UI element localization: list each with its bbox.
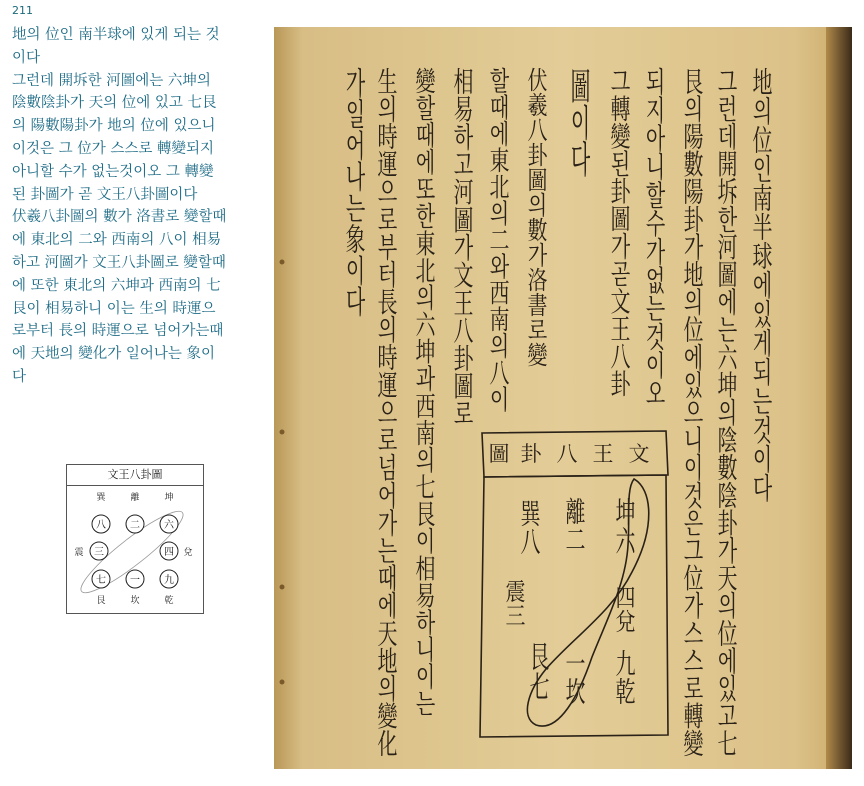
circle-eight-label: 八 (96, 520, 106, 531)
transcript-line: 로부터 長의 時運으로 넘어가는때 (12, 323, 224, 340)
label-xun: 巽 (96, 493, 106, 503)
transcript-line: 하고 河圖가 文王八卦圖로 變할때 (12, 254, 226, 271)
label-qian: 乾 (164, 596, 174, 606)
circle-six-label: 六 (164, 520, 174, 531)
binding-hole (280, 585, 285, 590)
circle-one-label: 一 (130, 575, 140, 586)
box-cell: 巽八 (517, 499, 541, 539)
label-kan: 坎 (130, 596, 140, 606)
box-cell: 四兌 (612, 585, 636, 625)
label-dui: 兌 (183, 548, 193, 558)
transcript-line: 다 (12, 368, 27, 385)
transcript-line: 陰數陰卦가 天의 位에 있고 七艮 (12, 95, 217, 112)
transcript-line: 伏羲八卦圖의 數가 洛書로 變할때 (12, 209, 227, 226)
box-cell: 離二 (562, 497, 586, 537)
diagram-title: 文王八卦圖 (67, 465, 203, 486)
manuscript-column: 圖이다 (567, 67, 591, 127)
manuscript-column: 相易하고河圖가文王八卦圖로 (450, 67, 474, 327)
circle-nine-label: 九 (164, 575, 174, 586)
box-title-char: 圖 (488, 442, 510, 466)
manuscript-photo (274, 27, 852, 769)
box-cell: 震三 (502, 579, 526, 619)
circle-four-label: 四 (164, 547, 174, 558)
diagram-svg (67, 486, 203, 613)
transcript-line: 地의 位인 南半球에 있게 되는 것 (12, 27, 220, 43)
manuscript-column: 가일어나는象이다 (342, 67, 366, 227)
manuscript-column: 그런데開坼한河圖에는六坤의陰數陰卦가天의位에있고七 (714, 67, 738, 567)
label-gen: 艮 (96, 596, 106, 606)
transcript-line: 에 天地의 變化가 일어나는 象이 (12, 346, 215, 363)
binding-hole (280, 260, 285, 265)
circle-seven-label: 七 (96, 575, 106, 586)
manuscript-column: 生의時運으로부터長의時運으로넘어가는때에天地의變化 (374, 67, 398, 567)
transcript-line: 艮이 相易하니 이는 生의 時運으 (12, 300, 216, 317)
transcript-line: 된 卦圖가 곧 文王八卦圖이다 (12, 186, 198, 203)
page-number: 211 (12, 4, 33, 17)
transcript-line: 의 陽數陽卦가 地의 位에 있으니 (12, 118, 216, 135)
manuscript-column: 變할때에또한東北의六坤과西南의七艮이相易하니이는 (412, 67, 436, 547)
transcript-line: 아니할 수가 없는것이오 그 轉變 (12, 163, 214, 180)
box-cell: 九乾 (612, 649, 636, 689)
transcript-line: 이것은 그 位가 스스로 轉變되지 (12, 140, 215, 157)
manuscript-column: 艮의陽數陽卦가地의位에있으니이것은그位가스스로轉變 (680, 67, 704, 567)
binding-hole (280, 680, 285, 685)
box-title-char: 八 (556, 442, 578, 466)
transcript-line: 에 또한 東北의 六坤과 西南의 七 (12, 277, 221, 294)
transcript-line: 이다 (12, 49, 41, 66)
binding-hole (280, 430, 285, 435)
manuscript-column: 되지아니할수가없는것이오 (642, 67, 666, 307)
box-title-char: 文 (628, 442, 650, 466)
box-cell: 坤六 (612, 497, 636, 537)
korean-transcript (12, 24, 260, 389)
wenwang-bagua-diagram (66, 464, 204, 614)
box-cell: 艮七 (526, 641, 550, 681)
book-edge (826, 27, 852, 769)
label-kun: 坤 (164, 493, 174, 503)
manuscript-column: 그轉變된卦圖가곧文王八卦 (607, 67, 631, 307)
manuscript-column: 伏羲八卦圖의數가洛書로變 (524, 67, 548, 307)
transcript-line: 에 東北의 二와 西南의 八이 相易 (12, 232, 222, 249)
circle-two-label: 二 (130, 520, 140, 531)
circle-three-label: 三 (94, 547, 104, 558)
box-title-char: 卦 (520, 442, 542, 466)
manuscript-column: 地의位인南半球에있게되는것이다 (749, 67, 773, 367)
box-cell: 一坎 (562, 649, 586, 689)
transcript-line: 그런데 開坼한 河圖에는 六坤의 (12, 72, 211, 89)
label-zhen: 震 (74, 548, 84, 558)
manuscript-column: 할때에東北의二와西南의八이 (486, 67, 510, 327)
box-title-char: 王 (592, 442, 614, 466)
label-li: 離 (130, 493, 140, 503)
